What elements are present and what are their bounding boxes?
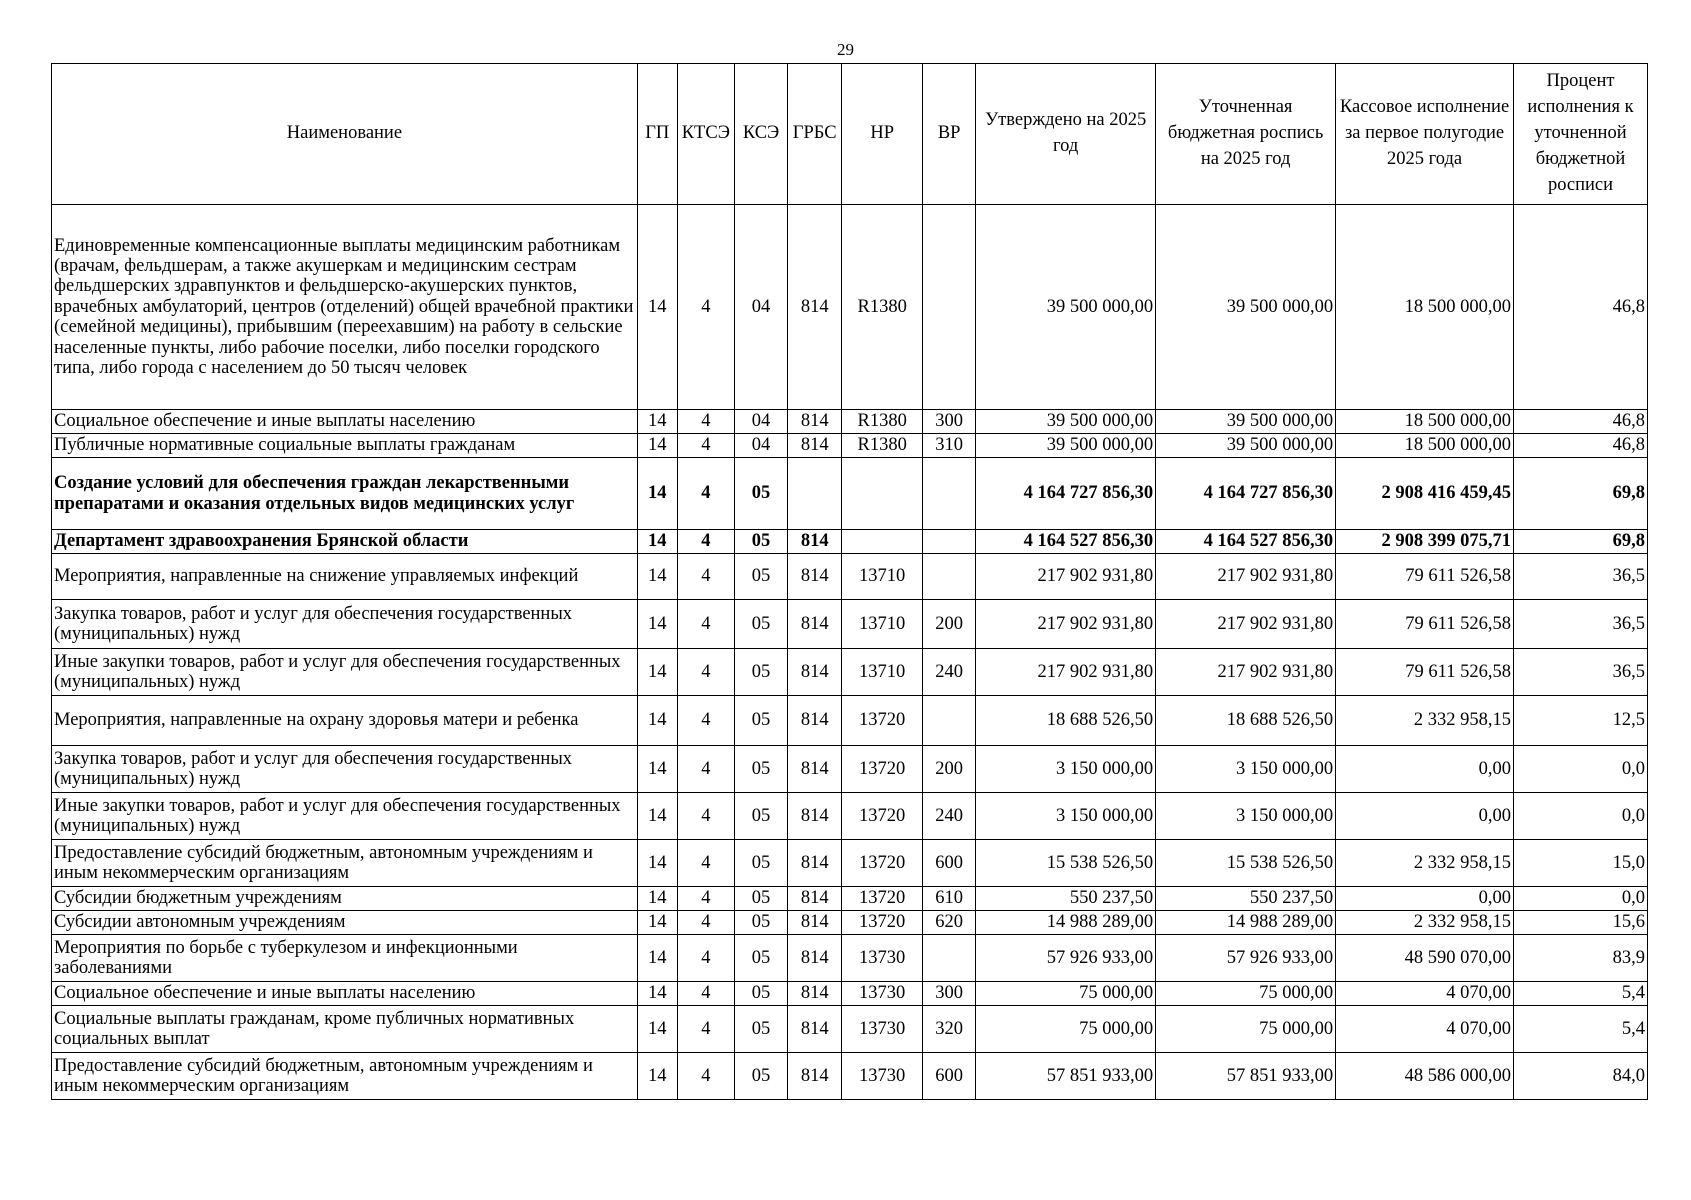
cell-refined: 4 164 527 856,30 [1156,530,1336,554]
table-row [52,205,1648,410]
cell-refined: 75 000,00 [1156,1006,1336,1053]
cell-kse: 04 [734,410,787,434]
cell-nr [842,530,923,554]
cell-kse: 04 [734,434,787,458]
cell-kse: 05 [734,600,787,649]
cell-kse: 05 [734,911,787,935]
cell-nr: 13720 [842,696,923,746]
cell-vr: 600 [923,840,976,887]
cell-kse: 04 [734,205,787,410]
cell-approved: 57 851 933,00 [976,1053,1156,1100]
header-percent: Процент исполнения к уточненной бюджетной росписи [1513,64,1647,205]
cell-name: Социальное обеспечение и иные выплаты населению [52,410,638,434]
cell-percent: 15,6 [1513,911,1647,935]
cell-gp: 14 [637,887,677,911]
cell-executed: 48 590 070,00 [1336,935,1514,982]
cell-kse: 05 [734,793,787,840]
cell-percent: 69,8 [1513,458,1647,530]
cell-name: Мероприятия, направленные на охрану здоровья матери и ребенка [52,696,638,746]
cell-nr: R1380 [842,410,923,434]
cell-ktse: 4 [677,458,734,530]
cell-refined: 57 926 933,00 [1156,935,1336,982]
cell-nr: 13720 [842,887,923,911]
cell-name: Единовременные компенсационные выплаты медицинским работникам (врачам, фельдшерам, а также акушеркам и медицинским сестрам фельдшерских здравпунктов и фельдшерско-акушерских пунктов, врачебных амбулаторий, центров (отделений) общей врачебной практики (семейной медицины), прибывшим (переехавшим) на работу в сельские населенные пункты, либо рабочие поселки, либо поселки городского типа, либо города с населением до 50 тысяч человек [52,205,638,410]
cell-percent: 69,8 [1513,530,1647,554]
cell-ktse: 4 [677,696,734,746]
header-vr: ВР [923,64,976,205]
cell-percent: 12,5 [1513,696,1647,746]
cell-percent: 5,4 [1513,1006,1647,1053]
cell-refined: 4 164 727 856,30 [1156,458,1336,530]
cell-ktse: 4 [677,746,734,793]
header-ktse: КТСЭ [677,64,734,205]
cell-name: Иные закупки товаров, работ и услуг для обеспечения государственных (муниципальных) нужд [52,649,638,696]
cell-kse: 05 [734,649,787,696]
cell-nr: 13720 [842,746,923,793]
cell-kse: 05 [734,746,787,793]
cell-gp: 14 [637,1053,677,1100]
cell-nr: R1380 [842,205,923,410]
header-approved: Утверждено на 2025 год [976,64,1156,205]
cell-grbs: 814 [788,911,842,935]
cell-ktse: 4 [677,649,734,696]
cell-grbs: 814 [788,410,842,434]
cell-gp: 14 [637,458,677,530]
cell-approved: 4 164 527 856,30 [976,530,1156,554]
cell-vr: 300 [923,410,976,434]
cell-nr: 13710 [842,649,923,696]
cell-name: Публичные нормативные социальные выплаты гражданам [52,434,638,458]
cell-executed: 0,00 [1336,887,1514,911]
cell-name: Предоставление субсидий бюджетным, автономным учреждениям и иным некоммерческим организациям [52,1053,638,1100]
cell-percent: 84,0 [1513,1053,1647,1100]
cell-approved: 18 688 526,50 [976,696,1156,746]
cell-percent: 46,8 [1513,205,1647,410]
cell-kse: 05 [734,887,787,911]
cell-executed: 2 332 958,15 [1336,696,1514,746]
cell-executed: 2 908 399 075,71 [1336,530,1514,554]
cell-name: Субсидии бюджетным учреждениям [52,887,638,911]
cell-vr: 200 [923,746,976,793]
cell-name: Социальные выплаты гражданам, кроме публичных нормативных социальных выплат [52,1006,638,1053]
cell-name: Субсидии автономным учреждениям [52,911,638,935]
header-refined: Уточненная бюджетная роспись на 2025 год [1156,64,1336,205]
cell-approved: 39 500 000,00 [976,410,1156,434]
cell-percent: 0,0 [1513,793,1647,840]
table-row [52,434,1648,458]
cell-gp: 14 [637,793,677,840]
cell-percent: 36,5 [1513,649,1647,696]
cell-executed: 18 500 000,00 [1336,434,1514,458]
cell-vr: 200 [923,600,976,649]
cell-nr: R1380 [842,434,923,458]
cell-vr [923,696,976,746]
table-row [52,793,1648,840]
cell-nr [842,458,923,530]
cell-refined: 217 902 931,80 [1156,600,1336,649]
cell-name: Социальное обеспечение и иные выплаты населению [52,982,638,1006]
table-row [52,911,1648,935]
cell-nr: 13730 [842,935,923,982]
table-row [52,746,1648,793]
cell-grbs: 814 [788,982,842,1006]
cell-approved: 57 926 933,00 [976,935,1156,982]
cell-gp: 14 [637,911,677,935]
table-row [52,696,1648,746]
cell-vr: 310 [923,434,976,458]
header-executed: Кассовое исполнение за первое полугодие 2025 года [1336,64,1514,205]
cell-gp: 14 [637,434,677,458]
page-number: 29 [837,40,854,59]
cell-grbs: 814 [788,600,842,649]
cell-nr: 13720 [842,911,923,935]
cell-executed: 4 070,00 [1336,1006,1514,1053]
cell-ktse: 4 [677,600,734,649]
cell-refined: 75 000,00 [1156,982,1336,1006]
cell-gp: 14 [637,205,677,410]
cell-refined: 217 902 931,80 [1156,554,1336,600]
cell-refined: 39 500 000,00 [1156,434,1336,458]
table-row [52,458,1648,530]
cell-refined: 14 988 289,00 [1156,911,1336,935]
cell-kse: 05 [734,982,787,1006]
cell-grbs: 814 [788,434,842,458]
cell-nr: 13720 [842,840,923,887]
cell-executed: 2 332 958,15 [1336,840,1514,887]
cell-name: Предоставление субсидий бюджетным, автономным учреждениям и иным некоммерческим организациям [52,840,638,887]
cell-vr: 610 [923,887,976,911]
cell-vr [923,458,976,530]
header-gp: ГП [637,64,677,205]
cell-grbs: 814 [788,840,842,887]
cell-grbs: 814 [788,530,842,554]
cell-executed: 79 611 526,58 [1336,600,1514,649]
table-header-row [52,64,1648,205]
cell-gp: 14 [637,530,677,554]
cell-grbs: 814 [788,1006,842,1053]
cell-nr: 13730 [842,1006,923,1053]
cell-approved: 217 902 931,80 [976,554,1156,600]
cell-gp: 14 [637,982,677,1006]
cell-refined: 15 538 526,50 [1156,840,1336,887]
cell-vr: 300 [923,982,976,1006]
cell-percent: 15,0 [1513,840,1647,887]
table-row [52,1006,1648,1053]
cell-approved: 14 988 289,00 [976,911,1156,935]
cell-ktse: 4 [677,1006,734,1053]
cell-approved: 4 164 727 856,30 [976,458,1156,530]
cell-executed: 2 332 958,15 [1336,911,1514,935]
cell-percent: 0,0 [1513,887,1647,911]
table-row [52,982,1648,1006]
cell-approved: 550 237,50 [976,887,1156,911]
cell-gp: 14 [637,554,677,600]
cell-executed: 48 586 000,00 [1336,1053,1514,1100]
cell-kse: 05 [734,1053,787,1100]
cell-kse: 05 [734,935,787,982]
cell-kse: 05 [734,840,787,887]
table-row [52,887,1648,911]
cell-name: Иные закупки товаров, работ и услуг для обеспечения государственных (муниципальных) нужд [52,793,638,840]
cell-approved: 75 000,00 [976,982,1156,1006]
cell-percent: 5,4 [1513,982,1647,1006]
cell-grbs: 814 [788,696,842,746]
cell-ktse: 4 [677,205,734,410]
cell-percent: 46,8 [1513,410,1647,434]
cell-vr: 240 [923,649,976,696]
cell-approved: 217 902 931,80 [976,600,1156,649]
cell-approved: 39 500 000,00 [976,205,1156,410]
cell-gp: 14 [637,935,677,982]
cell-ktse: 4 [677,410,734,434]
cell-executed: 4 070,00 [1336,982,1514,1006]
cell-vr [923,530,976,554]
cell-refined: 3 150 000,00 [1156,746,1336,793]
cell-refined: 39 500 000,00 [1156,205,1336,410]
header-grbs: ГРБС [788,64,842,205]
table-row [52,410,1648,434]
header-kse: КСЭ [734,64,787,205]
cell-ktse: 4 [677,935,734,982]
cell-executed: 79 611 526,58 [1336,554,1514,600]
cell-gp: 14 [637,1006,677,1053]
cell-approved: 217 902 931,80 [976,649,1156,696]
cell-name: Департамент здравоохранения Брянской области [52,530,638,554]
cell-grbs: 814 [788,649,842,696]
cell-gp: 14 [637,410,677,434]
cell-nr: 13730 [842,982,923,1006]
cell-executed: 2 908 416 459,45 [1336,458,1514,530]
cell-nr: 13710 [842,554,923,600]
table-row [52,840,1648,887]
cell-approved: 39 500 000,00 [976,434,1156,458]
cell-percent: 36,5 [1513,554,1647,600]
cell-refined: 3 150 000,00 [1156,793,1336,840]
cell-executed: 18 500 000,00 [1336,410,1514,434]
cell-kse: 05 [734,554,787,600]
header-nr: НР [842,64,923,205]
cell-name: Мероприятия, направленные на снижение управляемых инфекций [52,554,638,600]
cell-grbs: 814 [788,1053,842,1100]
cell-vr: 600 [923,1053,976,1100]
cell-refined: 57 851 933,00 [1156,1053,1336,1100]
table-row [52,1053,1648,1100]
cell-nr: 13720 [842,793,923,840]
budget-table [51,63,1648,1100]
cell-vr: 240 [923,793,976,840]
cell-name: Закупка товаров, работ и услуг для обеспечения государственных (муниципальных) нужд [52,746,638,793]
cell-refined: 18 688 526,50 [1156,696,1336,746]
cell-gp: 14 [637,840,677,887]
cell-approved: 3 150 000,00 [976,746,1156,793]
cell-percent: 0,0 [1513,746,1647,793]
cell-name: Мероприятия по борьбе с туберкулезом и инфекционными заболеваниями [52,935,638,982]
cell-name: Создание условий для обеспечения граждан лекарственными препаратами и оказания отдельных видов медицинских услуг [52,458,638,530]
cell-grbs: 814 [788,793,842,840]
cell-grbs: 814 [788,887,842,911]
cell-kse: 05 [734,1006,787,1053]
table-row [52,530,1648,554]
cell-grbs [788,458,842,530]
cell-ktse: 4 [677,793,734,840]
cell-refined: 217 902 931,80 [1156,649,1336,696]
cell-grbs: 814 [788,746,842,793]
cell-percent: 83,9 [1513,935,1647,982]
cell-vr [923,554,976,600]
cell-executed: 0,00 [1336,746,1514,793]
cell-grbs: 814 [788,935,842,982]
cell-ktse: 4 [677,982,734,1006]
cell-kse: 05 [734,458,787,530]
cell-percent: 46,8 [1513,434,1647,458]
cell-kse: 05 [734,530,787,554]
cell-ktse: 4 [677,530,734,554]
cell-executed: 0,00 [1336,793,1514,840]
cell-ktse: 4 [677,887,734,911]
cell-approved: 15 538 526,50 [976,840,1156,887]
table-body [52,205,1648,1100]
cell-executed: 18 500 000,00 [1336,205,1514,410]
cell-gp: 14 [637,600,677,649]
cell-gp: 14 [637,649,677,696]
cell-refined: 550 237,50 [1156,887,1336,911]
cell-approved: 75 000,00 [976,1006,1156,1053]
cell-refined: 39 500 000,00 [1156,410,1336,434]
cell-percent: 36,5 [1513,600,1647,649]
cell-ktse: 4 [677,840,734,887]
cell-ktse: 4 [677,554,734,600]
cell-name: Закупка товаров, работ и услуг для обеспечения государственных (муниципальных) нужд [52,600,638,649]
cell-grbs: 814 [788,205,842,410]
cell-kse: 05 [734,696,787,746]
cell-nr: 13730 [842,1053,923,1100]
cell-ktse: 4 [677,911,734,935]
cell-ktse: 4 [677,434,734,458]
cell-gp: 14 [637,696,677,746]
table-row [52,649,1648,696]
table-row [52,935,1648,982]
cell-grbs: 814 [788,554,842,600]
cell-approved: 3 150 000,00 [976,793,1156,840]
cell-vr: 620 [923,911,976,935]
cell-vr [923,935,976,982]
header-name: Наименование [52,64,638,205]
cell-gp: 14 [637,746,677,793]
cell-ktse: 4 [677,1053,734,1100]
cell-nr: 13710 [842,600,923,649]
cell-executed: 79 611 526,58 [1336,649,1514,696]
cell-vr [923,205,976,410]
table-row [52,554,1648,600]
table-row [52,600,1648,649]
cell-vr: 320 [923,1006,976,1053]
